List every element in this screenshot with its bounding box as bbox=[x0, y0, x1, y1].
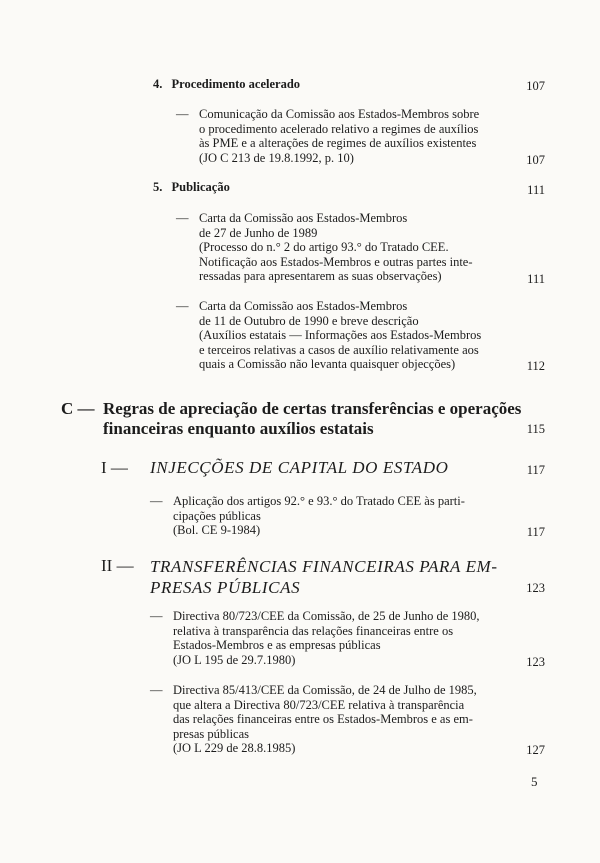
entry-r2-2-page: 127 bbox=[526, 743, 545, 757]
part-ii-title-line: TRANSFERÊNCIAS FINANCEIRAS PARA EM- bbox=[150, 557, 498, 576]
section-5-heading bbox=[153, 180, 230, 195]
entry-line: (JO C 213 de 19.8.1992, p. 10) bbox=[199, 150, 354, 165]
entry-line: Notificação aos Estados-Membros e outras partes inte- bbox=[199, 254, 473, 269]
entry-s5-2-page: 112 bbox=[526, 359, 545, 373]
part-ii-title bbox=[150, 556, 498, 598]
entry-line: Carta da Comissão aos Estados-Membros bbox=[199, 299, 408, 313]
entry-r2-2-text bbox=[173, 683, 477, 756]
entry-line: (Bol. CE 9-1984) bbox=[173, 523, 261, 537]
section-c-letter: C — bbox=[61, 399, 95, 418]
part-i-title: INJECÇÕES DE CAPITAL DO ESTADO bbox=[150, 458, 449, 477]
part-ii-page: 123 bbox=[526, 581, 545, 595]
section-c-title bbox=[103, 399, 521, 439]
entry-dash: — bbox=[176, 107, 189, 121]
entry-line: (JO L 195 de 29.7.1980) bbox=[173, 652, 296, 667]
entry-line: (Processo do n.° 2 do artigo 93.° do Tratado CEE. bbox=[199, 240, 449, 254]
entry-s5-1-text bbox=[199, 211, 473, 284]
entry-r1-page: 117 bbox=[526, 525, 545, 539]
entry-line: o procedimento acelerado relativo a regimes de auxílios bbox=[199, 121, 479, 136]
entry-r2-1-text bbox=[173, 609, 480, 667]
entry-line: às PME e a alterações de regimes de auxílios existentes bbox=[199, 136, 477, 150]
entry-s5-2-text bbox=[199, 299, 481, 372]
section-c-title-line: financeiras enquanto auxílios estatais bbox=[103, 419, 374, 438]
part-i-number: I — bbox=[101, 458, 128, 477]
entry-dash: — bbox=[176, 211, 189, 225]
entry-line: que altera a Directiva 80/723/CEE relativa à transparência bbox=[173, 697, 465, 712]
entry-r1-text bbox=[173, 494, 465, 538]
section-4-page: 107 bbox=[526, 79, 545, 93]
entry-line: Aplicação dos artigos 92.° e 93.° do Tratado CEE às parti- bbox=[173, 494, 465, 508]
entry-line: cipações públicas bbox=[173, 508, 261, 523]
entry-line: de 27 de Junho de 1989 bbox=[199, 225, 318, 240]
section-4-title: Procedimento acelerado bbox=[171, 77, 301, 91]
section-c-title-line: Regras de apreciação de certas transferências e operações bbox=[103, 399, 522, 418]
entry-line: das relações financeiras entre os Estados-Membros e as em- bbox=[173, 712, 473, 726]
entry-s4-page: 107 bbox=[526, 153, 545, 167]
entry-line: e terceiros relativas a casos de auxílio relativamente aos bbox=[199, 342, 479, 357]
section-5-title: Publicação bbox=[171, 180, 230, 194]
section-4-number: 4. bbox=[153, 77, 163, 91]
entry-dash: — bbox=[176, 299, 189, 313]
entry-line: Carta da Comissão aos Estados-Membros bbox=[199, 211, 408, 225]
entry-line: Comunicação da Comissão aos Estados-Membros sobre bbox=[199, 107, 480, 121]
entry-line: quais a Comissão não levanta quaisquer objecções) bbox=[199, 357, 456, 371]
part-ii-number: II — bbox=[101, 556, 134, 575]
entry-dash: — bbox=[150, 683, 163, 697]
entry-r2-1-page: 123 bbox=[526, 655, 545, 669]
entry-line: (JO L 229 de 28.8.1985) bbox=[173, 741, 296, 755]
entry-dash: — bbox=[150, 494, 163, 508]
section-5-number: 5. bbox=[153, 180, 163, 194]
entry-line: Directiva 80/723/CEE da Comissão, de 25 de Junho de 1980, bbox=[173, 609, 480, 623]
entry-line: Directiva 85/413/CEE da Comissão, de 24 de Julho de 1985, bbox=[173, 683, 477, 697]
entry-dash: — bbox=[150, 609, 163, 623]
section-4-heading bbox=[153, 77, 300, 92]
entry-line: ressadas para apresentarem as suas observações) bbox=[199, 269, 442, 283]
entry-line: (Auxílios estatais — Informações aos Estados-Membros bbox=[199, 328, 482, 342]
entry-line: Estados-Membros e as empresas públicas bbox=[173, 638, 381, 652]
entry-s5-1-page: 111 bbox=[527, 272, 545, 286]
page-number: 5 bbox=[531, 774, 538, 789]
section-c-page: 115 bbox=[526, 422, 545, 436]
part-i-page: 117 bbox=[526, 463, 545, 477]
part-ii-title-line: PRESAS PÚBLICAS bbox=[150, 578, 301, 597]
entry-line: de 11 de Outubro de 1990 e breve descrição bbox=[199, 313, 419, 328]
section-5-page: 111 bbox=[527, 183, 545, 197]
entry-line: relativa à transparência das relações financeiras entre os bbox=[173, 623, 454, 638]
entry-s4-text bbox=[199, 107, 479, 165]
entry-line: presas públicas bbox=[173, 726, 250, 741]
